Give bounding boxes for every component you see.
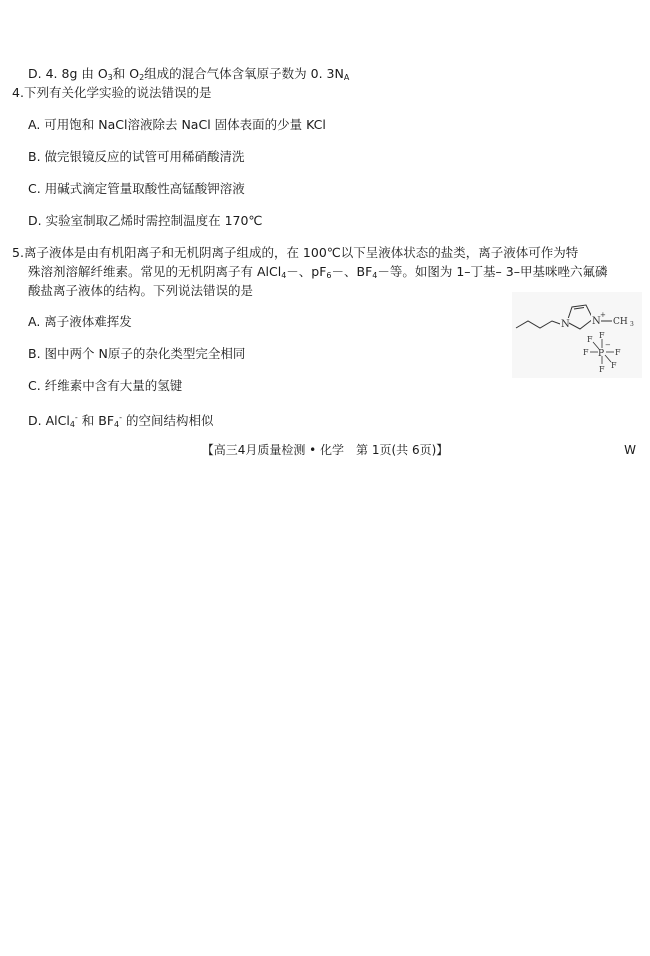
question-text: 酸盐离子液体的结构。下列说法错误的是 <box>28 283 254 298</box>
subscript: 4 <box>281 271 287 280</box>
q5-option-c <box>28 378 182 394</box>
option-label: C. <box>28 181 41 196</box>
option-text-part: 4. 8g 由 O <box>45 66 108 81</box>
q5-stem-line2 <box>28 264 607 284</box>
option-text-part: AlCl <box>45 413 70 428</box>
option-text: 图中两个 N原子的杂化类型完全相同 <box>44 346 246 361</box>
subscript: 3 <box>107 73 113 82</box>
question-text: －、BF <box>331 264 373 279</box>
question-number: 4. <box>12 85 24 100</box>
q4-option-c <box>28 181 245 197</box>
subscript: 4 <box>69 420 75 429</box>
fluorine-right: F <box>615 348 621 357</box>
question-text: 殊溶剂溶解纤维素。常见的无机阴离子有 AlCl <box>28 264 282 279</box>
option-text: 纤维素中含有大量的氢键 <box>44 378 183 393</box>
option-label: A. <box>28 314 41 329</box>
fluorine-top: F <box>599 331 605 340</box>
q4-option-a <box>28 117 326 133</box>
q5-stem-line3 <box>28 283 253 299</box>
q3-option-d <box>28 66 349 86</box>
question-text: －、pF <box>286 264 327 279</box>
option-text: 可用饱和 NaCl溶液除去 NaCl 固体表面的少量 KCl <box>44 117 326 132</box>
option-label: D. <box>28 66 42 81</box>
option-label: D. <box>28 213 42 228</box>
option-label: C. <box>28 378 41 393</box>
option-label: A. <box>28 117 41 132</box>
q4-option-d <box>28 213 262 229</box>
ionic-liquid-structure-figure <box>512 292 642 378</box>
question-text: 离子液体是由有机阳离子和无机阴离子组成的，在 100℃以下呈液体状态的盐类，离子液体可作为特 <box>23 245 579 260</box>
subscript: A <box>343 73 350 82</box>
methyl-subscript: 3 <box>630 321 634 328</box>
methyl-label: CH <box>613 317 628 327</box>
option-text: 做完银镜反应的试管可用稀硝酸清洗 <box>44 149 245 164</box>
option-text-part: 和 BF <box>77 413 115 428</box>
anion-charge: − <box>605 341 611 349</box>
superscript: - <box>74 413 78 422</box>
option-label: B. <box>28 149 41 164</box>
option-text-part: 的空间结构相似 <box>122 413 214 428</box>
option-text: 实验室制取乙烯时需控制温度在 170℃ <box>45 213 263 228</box>
option-label: D. <box>28 413 42 428</box>
q5-option-a <box>28 314 132 330</box>
option-text-part: 和 O <box>112 66 140 81</box>
footer-mark: W <box>624 443 636 457</box>
fluorine-left: F <box>583 348 589 357</box>
structure-diagram <box>512 292 642 378</box>
subscript: 2 <box>139 73 145 82</box>
question-number: 5. <box>12 245 24 260</box>
subscript: 4 <box>114 420 120 429</box>
fluorine-bottom: F <box>599 365 605 374</box>
q5-option-d <box>28 410 214 433</box>
option-text-part: 组成的混合气体含氧原子数为 0. 3N <box>144 66 344 81</box>
cation-charge: + <box>600 311 606 319</box>
nitrogen-1: N <box>561 319 570 330</box>
superscript: - <box>119 413 123 422</box>
butyl-chain <box>516 321 563 328</box>
q4-option-b <box>28 149 245 165</box>
phosphorus: P <box>598 349 605 359</box>
option-text: 用碱式滴定管量取酸性高锰酸钾溶液 <box>44 181 245 196</box>
fluorine-lower-right: F <box>611 361 617 370</box>
ring-double-bond <box>574 308 584 310</box>
fluorine-upper-left: F <box>587 335 593 344</box>
page-footer: 【高三4月质量检测 • 化学 第 1页(共 6页)】 <box>201 443 449 457</box>
question-text: 下列有关化学实验的说法错误的是 <box>23 85 212 100</box>
option-text: 离子液体难挥发 <box>44 314 132 329</box>
subscript: 6 <box>326 271 332 280</box>
q4-stem <box>12 85 211 101</box>
q5-stem-line1 <box>12 245 578 261</box>
option-label: B. <box>28 346 41 361</box>
subscript: 4 <box>372 271 378 280</box>
question-text: －等。如图为 1–丁基– 3–甲基咪唑六氟磷 <box>377 264 608 279</box>
q5-option-b <box>28 346 245 362</box>
nitrogen-2: N <box>592 316 601 327</box>
